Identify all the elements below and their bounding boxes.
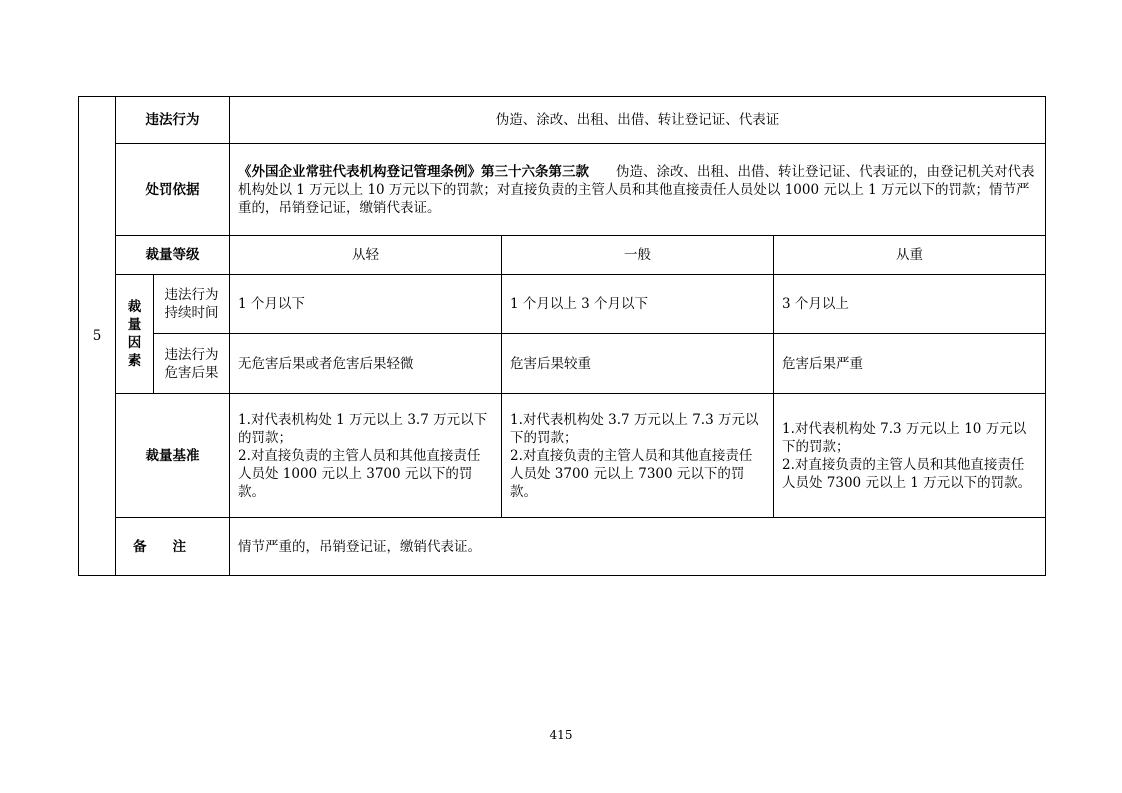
notes-label-text: 备注 (133, 538, 212, 555)
page-number: 415 (549, 728, 573, 742)
penalty-discretion-table (78, 96, 1046, 576)
duration-label-line1: 违法行为 (164, 287, 219, 303)
harm-label-line2: 危害后果 (164, 364, 219, 381)
levels-label: 裁量等级 (116, 236, 230, 275)
harm-normal: 危害后果较重 (502, 334, 774, 394)
standard-normal-item1: 1.对代表机构处 3.7 万元以上 7.3 万元以下的罚款； (510, 411, 759, 446)
standard-label: 裁量基准 (116, 394, 230, 518)
harm-label-line1: 违法行为 (164, 346, 219, 363)
standard-normal (502, 394, 774, 518)
level-light: 从轻 (230, 236, 502, 275)
factors-label-char: 裁 (127, 299, 142, 315)
duration-label-line2: 持续时间 (164, 305, 219, 321)
notes-value: 情节严重的，吊销登记证，缴销代表证。 (230, 518, 1046, 576)
standard-light (230, 394, 502, 518)
row-number: 5 (79, 97, 116, 576)
harm-label (154, 334, 230, 394)
harm-heavy: 危害后果严重 (774, 334, 1046, 394)
basis-regulation-title: 《外国企业常驻代表机构登记管理条例》第三十六条第三款 (238, 163, 589, 180)
violation-label: 违法行为 (116, 97, 230, 144)
harm-light: 无危害后果或者危害后果轻微 (230, 334, 502, 394)
standard-normal-item2: 2.对直接负责的主管人员和其他直接责任人员处 3700 元以上 7300 元以下的罚款。 (510, 447, 753, 500)
basis-label: 处罚依据 (116, 144, 230, 236)
factors-label-char: 素 (127, 353, 142, 369)
standard-heavy (774, 394, 1046, 518)
notes-label (116, 518, 230, 576)
standard-heavy-item1: 1.对代表机构处 7.3 万元以上 10 万元以下的罚款； (782, 420, 1027, 455)
standard-light-item1: 1.对代表机构处 1 万元以上 3.7 万元以下的罚款； (238, 411, 488, 446)
standard-light-item2: 2.对直接负责的主管人员和其他直接责任人员处 1000 元以上 3700 元以下的罚款。 (238, 447, 481, 500)
level-normal: 一般 (502, 236, 774, 275)
basis-text: 伪造、涂改、出租、出借、转让登记证、代表证的，由登记机关对代表机构处以 1 万元以上 10 万元以下的罚款；对直接负责的主管人员和其他直接责任人员处以 1000 元以上 1 万元以下的罚款；情节严重的，吊销登记证，缴销代表证。 (238, 163, 1035, 216)
duration-light: 1 个月以下 (230, 275, 502, 334)
standard-heavy-item2: 2.对直接负责的主管人员和其他直接责任人员处 7300 元以上 1 万元以下的罚款。 (782, 456, 1032, 491)
basis-cell (230, 144, 1046, 236)
duration-label (154, 275, 230, 334)
violation-value: 伪造、涂改、出租、出借、转让登记证、代表证 (230, 97, 1046, 144)
duration-normal: 1 个月以上 3 个月以下 (502, 275, 774, 334)
factors-label-char: 量 (127, 317, 142, 333)
level-heavy: 从重 (774, 236, 1046, 275)
factors-label (116, 275, 154, 394)
factors-label-char: 因 (127, 335, 142, 351)
duration-heavy: 3 个月以上 (774, 275, 1046, 334)
